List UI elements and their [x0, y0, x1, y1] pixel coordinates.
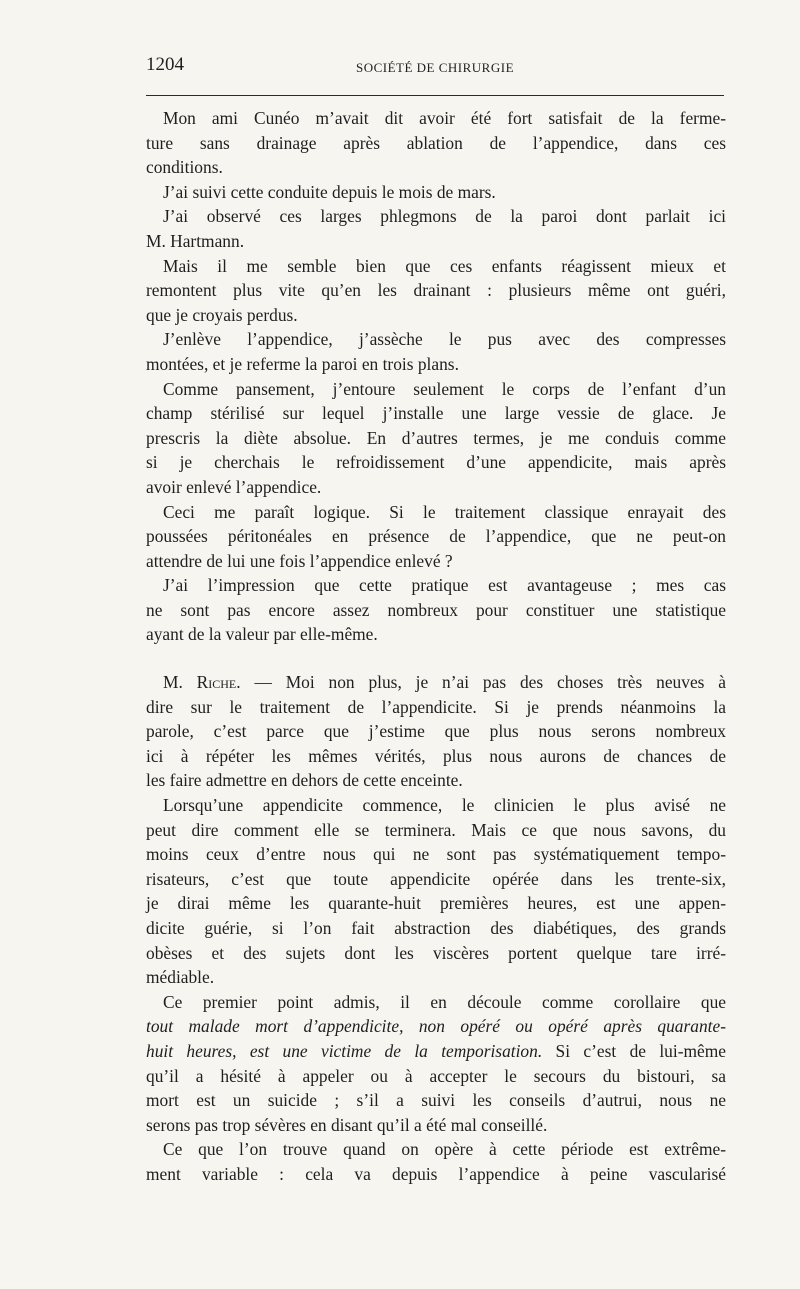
- text-line: ture sans drainage après ablation de l’appendice, dans ces: [146, 132, 726, 153]
- text-line: Comme pansement, j’entoure seulement le corps de l’enfant d’un: [163, 378, 726, 399]
- speaker-name: M. Riche.: [163, 672, 241, 693]
- text-line: si je cherchais le refroidissement d’une appendicite, mais après: [146, 452, 726, 473]
- header-rule: [146, 95, 724, 96]
- text-line: ayant de la valeur par elle-même.: [146, 624, 378, 645]
- text-line: Mais il me semble bien que ces enfants réagissent mieux et: [163, 255, 726, 276]
- text-line: J’ai l’impression que cette pratique est avantageuse ; mes cas: [163, 575, 726, 596]
- text-line: poussées péritonéales en présence de l’appendice, que ne peut-on: [146, 526, 726, 547]
- italic-span: huit heures, est une victime de la temporisation.: [146, 1040, 543, 1061]
- text-span: — Moi non plus, je n’ai pas des choses très neuves à: [240, 672, 726, 693]
- page-number: 1204: [146, 54, 184, 75]
- text-line: Ce premier point admis, il en découle comme corollaire que: [163, 991, 726, 1012]
- text-line: prescris la diète absolue. En d’autres termes, je me conduis comme: [146, 427, 726, 448]
- text-line: les faire admettre en dehors de cette enceinte.: [146, 770, 463, 791]
- text-line: [146, 1014, 726, 1039]
- text-line: dicite guérie, si l’on fait abstraction des diabétiques, des grands: [146, 918, 726, 938]
- text-line: peut dire comment elle se terminera. Mais ce que nous savons, du: [146, 819, 726, 840]
- text-line: conditions.: [146, 157, 223, 178]
- text-line: risateurs, c’est que toute appendicite opérée dans les trente-six,: [146, 868, 726, 889]
- italic-span: tout malade mort d’appendicite, non opéré ou opéré après quarante-: [146, 1016, 726, 1037]
- text-line: moins ceux d’entre nous qui ne sont pas systématiquement tempo-: [146, 844, 726, 865]
- text-line: que je croyais perdus.: [146, 304, 298, 325]
- text-line: attendre de lui une fois l’appendice enlevé ?: [146, 550, 453, 571]
- text-line: serons pas trop sévères en disant qu’il a été mal conseillé.: [146, 1114, 548, 1135]
- text-line: qu’il a hésité à appeler ou à accepter le secours du bistouri, sa: [146, 1065, 726, 1086]
- text-line: J’ai suivi cette conduite depuis le mois de mars.: [163, 181, 496, 202]
- text-line: Ce que l’on trouve quand on opère à cette période est extrême-: [163, 1139, 726, 1160]
- text-span: Si c’est de lui-même: [542, 1040, 726, 1061]
- section-gap: [146, 647, 726, 670]
- text-line: [146, 670, 726, 695]
- page-header: [146, 54, 724, 84]
- text-line: parole, c’est parce que j’estime que plus nous serons nombreux: [146, 721, 726, 742]
- text-line: médiable.: [146, 967, 215, 988]
- text-line: montées, et je referme la paroi en trois plans.: [146, 353, 459, 374]
- text-line: champ stérilisé sur lequel j’installe une large vessie de glace. Je: [146, 403, 726, 424]
- text-line: J’enlève l’appendice, j’assèche le pus avec des compresses: [163, 329, 726, 350]
- text-line: mort est un suicide ; s’il a suivi les conseils d’autrui, nous ne: [146, 1090, 726, 1111]
- text-line: Mon ami Cunéo m’avait dit avoir été fort satisfait de la ferme-: [163, 108, 726, 128]
- text-line: J’ai observé ces larges phlegmons de la paroi dont parlait ici: [163, 206, 726, 227]
- text-line: Ceci me paraît logique. Si le traitement classique enrayait des: [163, 501, 726, 522]
- body-text: [146, 106, 726, 1187]
- text-line: ment variable : cela va depuis l’appendice à peine vascularisé: [146, 1163, 726, 1184]
- text-line: avoir enlevé l’appendice.: [146, 476, 322, 497]
- text-line: [146, 1039, 726, 1064]
- running-title: SOCIÉTÉ DE CHIRURGIE: [355, 60, 515, 75]
- text-line: ici à répéter les mêmes vérités, plus nous aurons de chances de: [146, 745, 726, 766]
- text-line: remontent plus vite qu’en les drainant : plusieurs même ont guéri,: [146, 280, 726, 301]
- text-line: obèses et des sujets dont les viscères portent quelque tare irré-: [146, 942, 726, 963]
- text-line: M. Hartmann.: [146, 230, 245, 251]
- text-line: dire sur le traitement de l’appendicite. Si je prends néanmoins la: [146, 696, 726, 717]
- text-line: Lorsqu’une appendicite commence, le clinicien le plus avisé ne: [163, 795, 726, 816]
- text-line: je dirai même les quarante-huit premières heures, est une appen-: [146, 893, 726, 914]
- text-line: ne sont pas encore assez nombreux pour constituer une statistique: [146, 599, 726, 620]
